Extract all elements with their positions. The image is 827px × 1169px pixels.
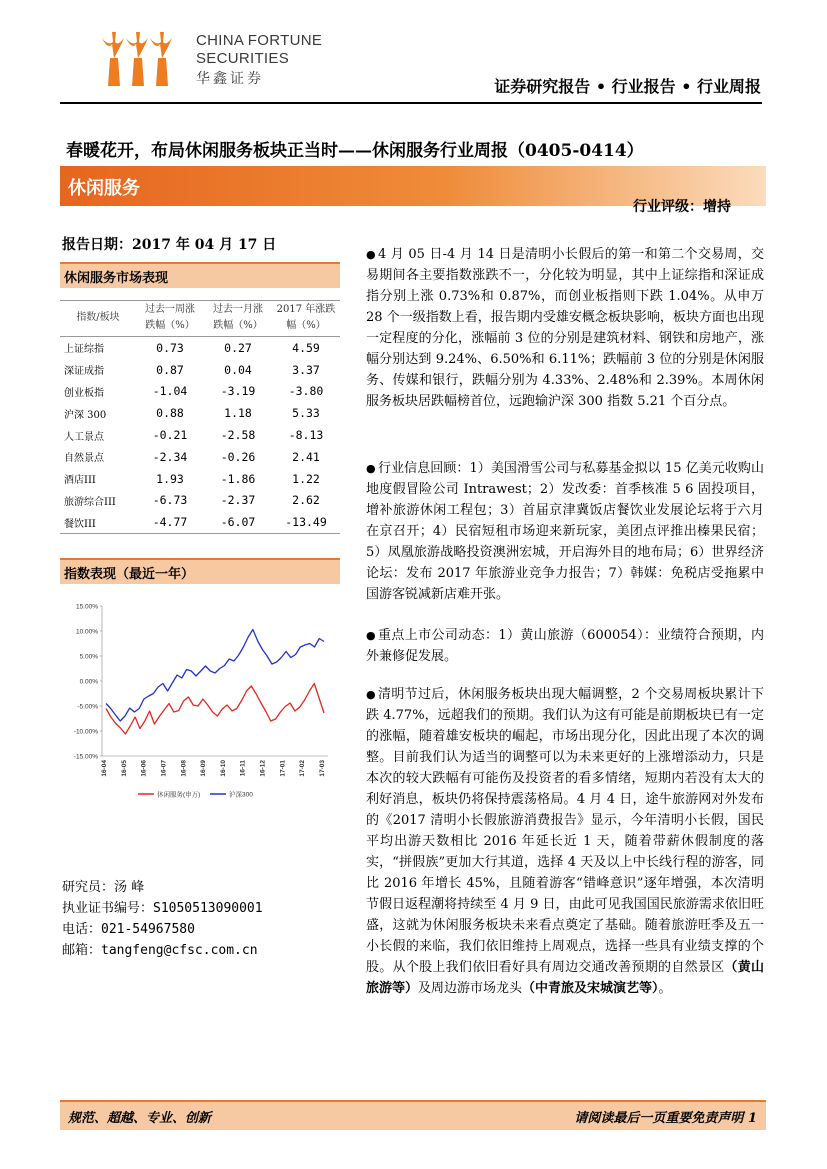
y-tick-label: -15.00% bbox=[73, 753, 98, 761]
y-tick-label: 5.00% bbox=[79, 653, 98, 661]
report-title: 春暖花开，布局休闲服务板块正当时——休闲服务行业周报（0405-0414） bbox=[66, 141, 644, 161]
phone: 电话：021-54967580 bbox=[62, 922, 195, 937]
x-tick-label: 16-09 bbox=[200, 760, 208, 777]
month-change: 0.27 bbox=[224, 340, 252, 355]
index-section-title: 指数表现（最近一年） bbox=[64, 567, 195, 582]
report-date: 报告日期：2017 年 04 月 17 日 bbox=[62, 237, 277, 253]
license-number: 执业证书编号：S1050513090001 bbox=[62, 901, 263, 916]
y-tick-label: -5.00% bbox=[77, 703, 98, 711]
month-change: 1.18 bbox=[224, 406, 252, 421]
ytd-change: -13.49 bbox=[285, 515, 327, 530]
paragraph-market-review: ● 4 月 05 日-4 月 14 日是清明小长假后的第一和第二个交易周，交易期间各主要指数涨跌不一，分化较为明显，其中上证综指和深证成指分别上涨 0.73%和 0.87%，而创业板指则下跌 1.04%。从申万 28 个一级指数上看，报告期内受雄安概念板块影响，板块方面也出现一定程度的分化，涨幅前 3 位的分别是建筑材料、钢铁和房地产，涨幅分别达到 9.24%、6.50%和 6.11%；跌幅前 3 位的分别是休闲服务、传媒和银行，跌幅分别为 4.33%、2.48%和 2.39%。本周休闲服务板块居跌幅榜首位，远跑输沪深 300 指数 5.21 个百分点。 bbox=[366, 244, 764, 412]
table-header-month: 过去一月涨 跌幅（%） bbox=[213, 304, 263, 331]
y-tick-label: 10.00% bbox=[75, 628, 98, 636]
table-header-index: 指数/板块 bbox=[76, 312, 120, 323]
ytd-change: 4.59 bbox=[292, 340, 320, 355]
legend-label-csi300: 沪深300 bbox=[229, 791, 253, 799]
table-header-week: 过去一周涨 跌幅（%） bbox=[145, 304, 195, 331]
week-change: -0.21 bbox=[152, 428, 188, 443]
brand-name-en-2: SECURITIES bbox=[196, 50, 290, 67]
month-change: -3.19 bbox=[220, 384, 256, 399]
brand-name-en-1: CHINA FORTUNE bbox=[196, 32, 323, 49]
ytd-change: 5.33 bbox=[292, 406, 320, 421]
table-header-row bbox=[60, 300, 340, 337]
legend-label-leisure: 休闲服务(申万) bbox=[157, 791, 201, 799]
index-performance-chart bbox=[60, 590, 340, 810]
x-tick-label: 17-02 bbox=[299, 760, 307, 777]
week-change: 0.88 bbox=[156, 406, 184, 421]
x-tick-label: 16-08 bbox=[180, 760, 188, 777]
market-section-heading bbox=[60, 262, 340, 288]
x-tick-label: 16-10 bbox=[219, 760, 227, 777]
row-name: 自然景点 bbox=[64, 453, 104, 465]
table-row bbox=[60, 381, 340, 403]
y-tick-label: -10.00% bbox=[73, 728, 98, 736]
week-change: -1.04 bbox=[152, 384, 188, 399]
table-row bbox=[60, 424, 340, 446]
footer-motto: 规范、超越、专业、创新 bbox=[68, 1111, 212, 1126]
x-tick-label: 16-04 bbox=[101, 760, 108, 777]
category-label: 休闲服务 bbox=[68, 178, 140, 199]
table-row bbox=[60, 490, 340, 512]
industry-rating: 行业评级：增持 bbox=[633, 199, 731, 215]
week-change: -6.73 bbox=[152, 493, 188, 508]
ytd-change: 3.37 bbox=[292, 362, 320, 377]
row-name: 旅游综合III bbox=[64, 496, 116, 508]
y-tick-label: 0.00% bbox=[79, 678, 98, 686]
paragraph-company-news: ● 重点上市公司动态：1）黄山旅游（600054）：业绩符合预期，内外兼修促发展。 bbox=[366, 625, 764, 667]
x-tick-label: 16-12 bbox=[259, 760, 267, 777]
table-row bbox=[60, 337, 340, 359]
table-row bbox=[60, 402, 340, 424]
ytd-change: -3.80 bbox=[288, 384, 324, 399]
email: 邮箱：tangfeng@cfsc.com.cn bbox=[62, 943, 258, 958]
row-name: 上证综指 bbox=[64, 344, 104, 356]
paragraph-outlook: ● 清明节过后，休闲服务板块出现大幅调整，2 个交易周板块累计下跌 4.77%，远超我们的预期。我们认为这有可能是前期板块已有一定的涨幅，随着雄安板块的崛起，市场出现分化，因此出现了本次的调整。目前我们认为适当的调整可以为未来更好的上涨增添动力，只是本次的较大跌幅有可能伤及投资者的看多情绪，短期内若没有太大的利好消息，板块仍将保持震荡格局。4 月 4 日，途牛旅游网对外发布的《2017 清明小长假旅游消费报告》显示，今年清明小长假，国民平均出游天数相比 2016 年延长近 1 天，随着带薪休假制度的落实，“拼假族”更加大行其道，选择 4 天及以上中长线行程的游客，同比 2016 年增长 45%，且随着游客“错峰意识”逐年增强，本次清明节假日返程潮将持续至 4 月 9 日，由此可见我国国民旅游需求依旧旺盛，这就为休闲服务板块未来看点奠定了基础。随着旅游旺季及五一小长假的来临，我们依旧维持上周观点，选择一些具有业绩支撑的个股。从个股上我们依旧看好具有周边交通改善预期的自然景区（黄山旅游等）及周边游市场龙头（中青旅及宋城演艺等）。 bbox=[366, 684, 764, 999]
month-change: -2.58 bbox=[220, 428, 256, 443]
ytd-change: -8.13 bbox=[288, 428, 324, 443]
brand-name-cn: 华鑫证券 bbox=[196, 70, 264, 86]
week-change: -2.34 bbox=[152, 449, 188, 464]
month-change: -1.86 bbox=[220, 471, 256, 486]
ytd-change: 2.41 bbox=[292, 449, 320, 464]
row-name: 人工景点 bbox=[64, 431, 104, 443]
table-row bbox=[60, 446, 340, 468]
ytd-change: 1.22 bbox=[292, 471, 320, 486]
index-section-heading bbox=[60, 558, 340, 584]
x-tick-label: 16-07 bbox=[160, 760, 168, 777]
table-row bbox=[60, 511, 340, 533]
y-tick-label: 15.00% bbox=[75, 603, 98, 611]
month-change: -0.26 bbox=[220, 449, 256, 464]
week-change: 0.87 bbox=[156, 362, 184, 377]
x-tick-label: 16-05 bbox=[120, 760, 128, 777]
x-tick-label: 16-06 bbox=[140, 760, 148, 777]
row-name: 餐饮III bbox=[64, 518, 96, 530]
x-tick-label: 17-03 bbox=[319, 760, 326, 777]
table-row bbox=[60, 468, 340, 490]
series-line-csi300 bbox=[106, 630, 324, 722]
analyst-name: 研究员：汤 峰 bbox=[62, 880, 145, 895]
week-change: -4.77 bbox=[152, 515, 188, 530]
row-name: 沪深 300 bbox=[64, 409, 107, 421]
market-performance-table bbox=[60, 300, 340, 534]
market-section-title: 休闲服务市场表现 bbox=[64, 271, 169, 286]
report-type: 证券研究报告 • 行业报告 • 行业周报 bbox=[494, 77, 761, 96]
month-change: -6.07 bbox=[220, 515, 256, 530]
month-change: 0.04 bbox=[224, 362, 252, 377]
month-change: -2.37 bbox=[220, 493, 256, 508]
footer-disclaimer: 请阅读最后一页重要免责声明 1 bbox=[574, 1111, 757, 1126]
row-name: 深证成指 bbox=[64, 366, 104, 378]
paragraph-industry-news: ● 行业信息回顾：1）美国滑雪公司与私募基金拟以 15 亿美元收购山地度假冒险公司 Intrawest；2）发改委：首季核准 5 6 固投项目，增补旅游休闲工程包；3）首届京津冀饭店餐饮业发展论坛将于六月在京召开；4）民宿短租市场迎来新玩家，美团点评推出榛果民宿；5）凤凰旅游战略投资澳洲宏城，开启海外目的地布局；6）世界经济论坛：发布 2017 年旅游业竞争力报告；7）韩媒：免税店受拖累中国游客锐减新店难开张。 bbox=[366, 458, 764, 605]
table-row bbox=[60, 359, 340, 381]
week-change: 1.93 bbox=[156, 471, 184, 486]
x-tick-label: 17-01 bbox=[279, 760, 287, 777]
x-tick-label: 16-11 bbox=[239, 760, 247, 777]
table-header-ytd: 2017 年涨跌 幅（%） bbox=[276, 304, 336, 331]
ytd-change: 2.62 bbox=[292, 493, 320, 508]
company-logo bbox=[98, 30, 176, 90]
header-divider bbox=[60, 102, 762, 104]
row-name: 酒店III bbox=[64, 475, 96, 487]
row-name: 创业板指 bbox=[64, 387, 104, 399]
week-change: 0.73 bbox=[156, 340, 184, 355]
